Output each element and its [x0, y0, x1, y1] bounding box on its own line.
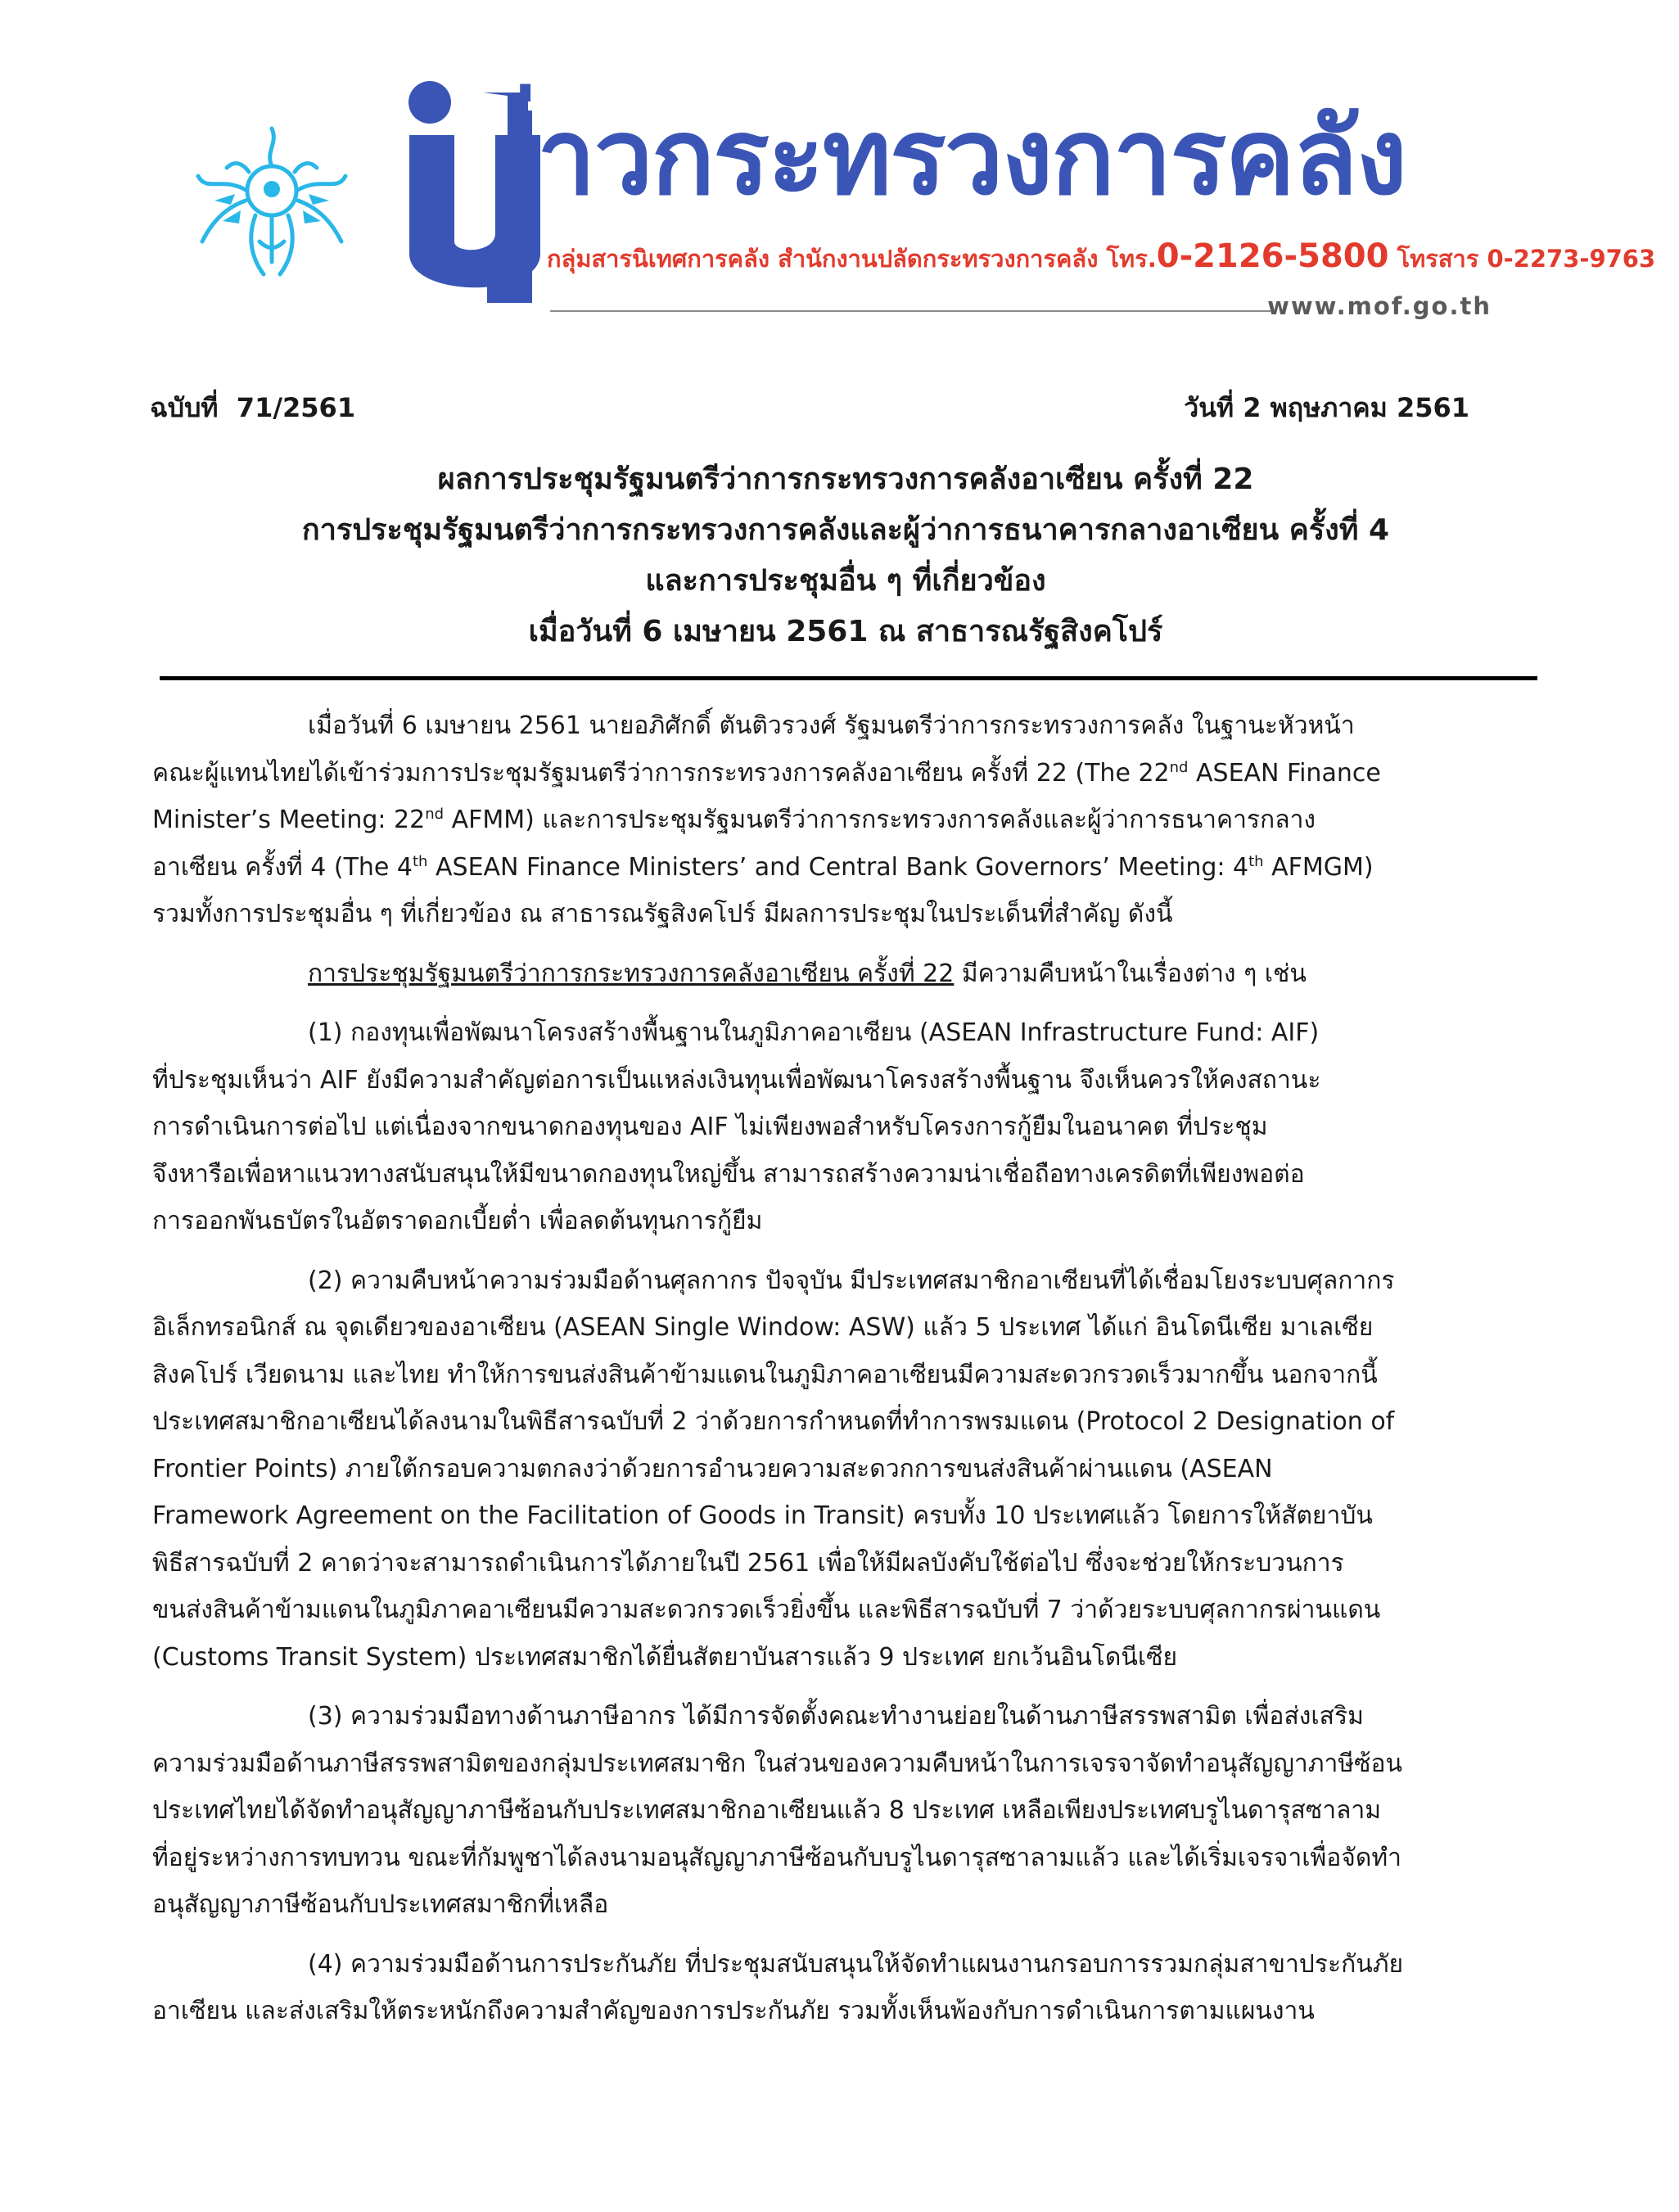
text-line: เมื่อวันที่ 6 เมษายน 2561 นายอภิศักดิ์ ตันติวรวงศ์ รัฐมนตรีว่าการกระทรวงการคลัง ในฐานะหัวหน้า [308, 711, 1355, 740]
masthead-web-row [550, 291, 1492, 323]
text-line: การออกพันธบัตรในอัตราดอกเบี้ยต่ำ เพื่อลดต้นทุนการกู้ยืม [152, 1207, 763, 1235]
masthead-title [539, 97, 1406, 219]
item-4-paragraph [152, 1941, 1544, 2035]
item-3-paragraph [152, 1693, 1544, 1929]
text-line: (4) ความร่วมมือด้านการประกันภัย ที่ประชุมสนับสนุนให้จัดทำแผนงานกรอบการรวมกลุ่มสาขาประกันภัย [308, 1949, 1404, 1979]
headline-line-4: เมื่อวันที่ 6 เมษายน 2561 ณ สาธารณรัฐสิงคโปร์ [528, 615, 1163, 648]
text-line [152, 797, 1544, 844]
headline-line-2: การประชุมรัฐมนตรีว่าการกระทรวงการคลังและผู้ว่าการธนาคารกลางอาเซียน ครั้งที่ 4 [301, 513, 1390, 547]
text-line: ประเทศสมาชิกอาเซียนได้ลงนามในพิธีสารฉบับที่ 2 ว่าด้วยการกำหนดที่ทำการพรมแดน (Protocol 2 Designation of [152, 1407, 1395, 1436]
text-line: การดำเนินการต่อไป แต่เนื่องจากขนาดกองทุนของ AIF ไม่เพียงพอสำหรับโครงการกู้ยืมในอนาคต ที่ประชุม [152, 1113, 1268, 1141]
masthead-contact [547, 233, 1655, 279]
text-line: อิเล็กทรอนิกส์ ณ จุดเดียวของอาเซียน (ASEAN Single Window: ASW) แล้ว 5 ประเทศ ได้แก่ อินโดนีเซีย มาเลเซีย [152, 1313, 1374, 1342]
text-span: ASEAN Finance Ministers’ and Central Bank Governors’ Meeting: 4 [427, 852, 1249, 882]
intro-paragraph [152, 702, 1544, 938]
text-line: รวมทั้งการประชุมอื่น ๆ ที่เกี่ยวข้อง ณ สาธารณรัฐสิงคโปร์ มีผลการประชุมในประเด็นที่สำคัญ ดังนี้ [152, 900, 1173, 928]
text-span: มีความคืบหน้าในเรื่องต่าง ๆ เช่น [954, 959, 1307, 988]
text-line: ขนส่งสินค้าข้ามแดนในภูมิภาคอาเซียนมีความสะดวกรวดเร็วยิ่งขึ้น และพิธีสารฉบับที่ 7 ว่าด้วยระบบศุลกากรผ่านแดน [152, 1596, 1381, 1624]
article-body [152, 702, 1544, 2047]
text-span: AFMGM) [1263, 852, 1374, 882]
text-line: Frontier Points) ภายใต้กรอบความตกลงว่าด้วยการอำนวยความสะดวกการขนส่งสินค้าผ่านแดน (ASEAN [152, 1454, 1273, 1483]
masthead-logo-letter [385, 78, 557, 307]
superscript: th [413, 852, 428, 870]
text-line: (1) กองทุนเพื่อพัฒนาโครงสร้างพื้นฐานในภูมิภาคอาเซียน (ASEAN Infrastructure Fund: AIF) [308, 1018, 1320, 1047]
issue-number: ฉบับที่ 71/2561 [150, 392, 356, 423]
item-1-paragraph [152, 1009, 1544, 1245]
issue-date: วันที่ 2 พฤษภาคม 2561 [1184, 392, 1469, 423]
text-line: สิงคโปร์ เวียดนาม และไทย ทำให้การขนส่งสินค้าข้ามแดนในภูมิภาคอาเซียนมีความสะดวกรวดเร็วมากขึ้น นอกจากนี้ [152, 1360, 1378, 1389]
masthead-divider [550, 310, 1271, 312]
headline-line-1: ผลการประชุมรัฐมนตรีว่าการกระทรวงการคลังอาเซียน ครั้งที่ 22 [437, 463, 1254, 496]
masthead-title-text: ่าวกระทรวงการคลัง [539, 97, 1406, 219]
item-2-paragraph [152, 1257, 1544, 1682]
text-span: AFMM) และการประชุมรัฐมนตรีว่าการกระทรวงการคลังและผู้ว่าการธนาคารกลาง [444, 806, 1316, 834]
headline-divider [160, 676, 1537, 680]
text-line: พิธีสารฉบับที่ 2 คาดว่าจะสามารถดำเนินการได้ภายในปี 2561 เพื่อให้มีผลบังคับใช้ต่อไป ซึ่งจะช่วยให้กระบวนการ [152, 1548, 1344, 1578]
text-span: Minister’s Meeting: 22 [152, 806, 426, 834]
text-span: อาเซียน ครั้งที่ 4 (The 4 [152, 852, 413, 882]
text-span: คณะผู้แทนไทยได้เข้าร่วมการประชุมรัฐมนตรีว่าการกระทรวงการคลังอาเซียน ครั้งที่ 22 (The 22 [152, 758, 1170, 788]
text-line: ความร่วมมือด้านภาษีสรรพสามิตของกลุ่มประเทศสมาชิก ในส่วนของความคืบหน้าในการเจรจาจัดทำอนุสัญญาภาษีซ้อน [152, 1749, 1403, 1778]
superscript: th [1248, 852, 1264, 870]
text-line: อาเซียน และส่งเสริมให้ตระหนักถึงความสำคัญของการประกันภัย รวมทั้งเห็นพ้องกับการดำเนินการตามแผนงาน [152, 1997, 1315, 2025]
text-line: Framework Agreement on the Facilitation of Goods in Transit) ครบทั้ง 10 ประเทศแล้ว โดยการให้สัตยาบัน [152, 1501, 1373, 1530]
superscript: nd [425, 806, 445, 823]
headline-line-3: และการประชุมอื่น ๆ ที่เกี่ยวข้อง [645, 564, 1046, 598]
text-line: ที่อยู่ระหว่างการทบทวน ขณะที่กัมพูชาได้ลงนามอนุสัญญาภาษีซ้อนกับบรูไนดารุสซาลามแล้ว และได้เริ่มเจรจาเพื่อจัดทำ [152, 1843, 1401, 1872]
text-line [152, 844, 1544, 892]
text-line: ประเทศไทยได้จัดทำอนุสัญญาภาษีซ้อนกับประเทศสมาชิกอาเซียนแล้ว 8 ประเทศ เหลือเพียงประเทศบรูไนดารุสซาลาม [152, 1796, 1382, 1825]
text-line: จึงหารือเพื่อหาแนวทางสนับสนุนให้มีขนาดกองทุนใหญ่ขึ้น สามารถสร้างความน่าเชื่อถือทางเครดิตที่เพียงพอต่อ [152, 1159, 1305, 1189]
issue-row [150, 387, 1469, 428]
contact-fax: โทรสาร 0-2273-9763 [1397, 245, 1656, 273]
text-line: (Customs Transit System) ประเทศสมาชิกได้ยื่นสัตยาบันสารแล้ว 9 ประเทศ ยกเว้นอินโดนีเซีย [152, 1642, 1178, 1672]
contact-office: กลุ่มสารนิเทศการคลัง สำนักงานปลัดกระทรวงการคลัง โทร. [547, 245, 1157, 273]
headline [150, 454, 1541, 657]
text-line: ที่ประชุมเห็นว่า AIF ยังมีความสำคัญต่อการเป็นแหล่งเงินทุนเพื่อพัฒนาโครงสร้างพื้นฐาน จึงเห็นควรให้คงสถานะ [152, 1065, 1321, 1095]
section-heading: การประชุมรัฐมนตรีว่าการกระทรวงการคลังอาเซียน ครั้งที่ 22 [308, 959, 955, 988]
text-line: (2) ความคืบหน้าความร่วมมือด้านศุลกากร ปัจจุบัน มีประเทศสมาชิกอาเซียนที่ได้เชื่อมโยงระบบศุลกากร [308, 1266, 1395, 1295]
garuda-emblem-icon [190, 119, 354, 282]
superscript: nd [1169, 758, 1189, 776]
text-line: (3) ความร่วมมือทางด้านภาษีอากร ได้มีการจัดตั้งคณะทำงานย่อยในด้านภาษีสรรพสามิต เพื่อส่งเสริม [308, 1702, 1364, 1731]
masthead [0, 0, 1679, 327]
contact-phone: 0-2126-5800 [1156, 237, 1389, 275]
text-line [152, 950, 1544, 998]
text-line: อนุสัญญาภาษีซ้อนกับประเทศสมาชิกที่เหลือ [152, 1890, 609, 1919]
masthead-website: www.mof.go.th [1267, 292, 1492, 320]
text-span: ASEAN Finance [1188, 758, 1381, 788]
section-heading-paragraph [152, 950, 1544, 998]
text-line [152, 750, 1544, 797]
